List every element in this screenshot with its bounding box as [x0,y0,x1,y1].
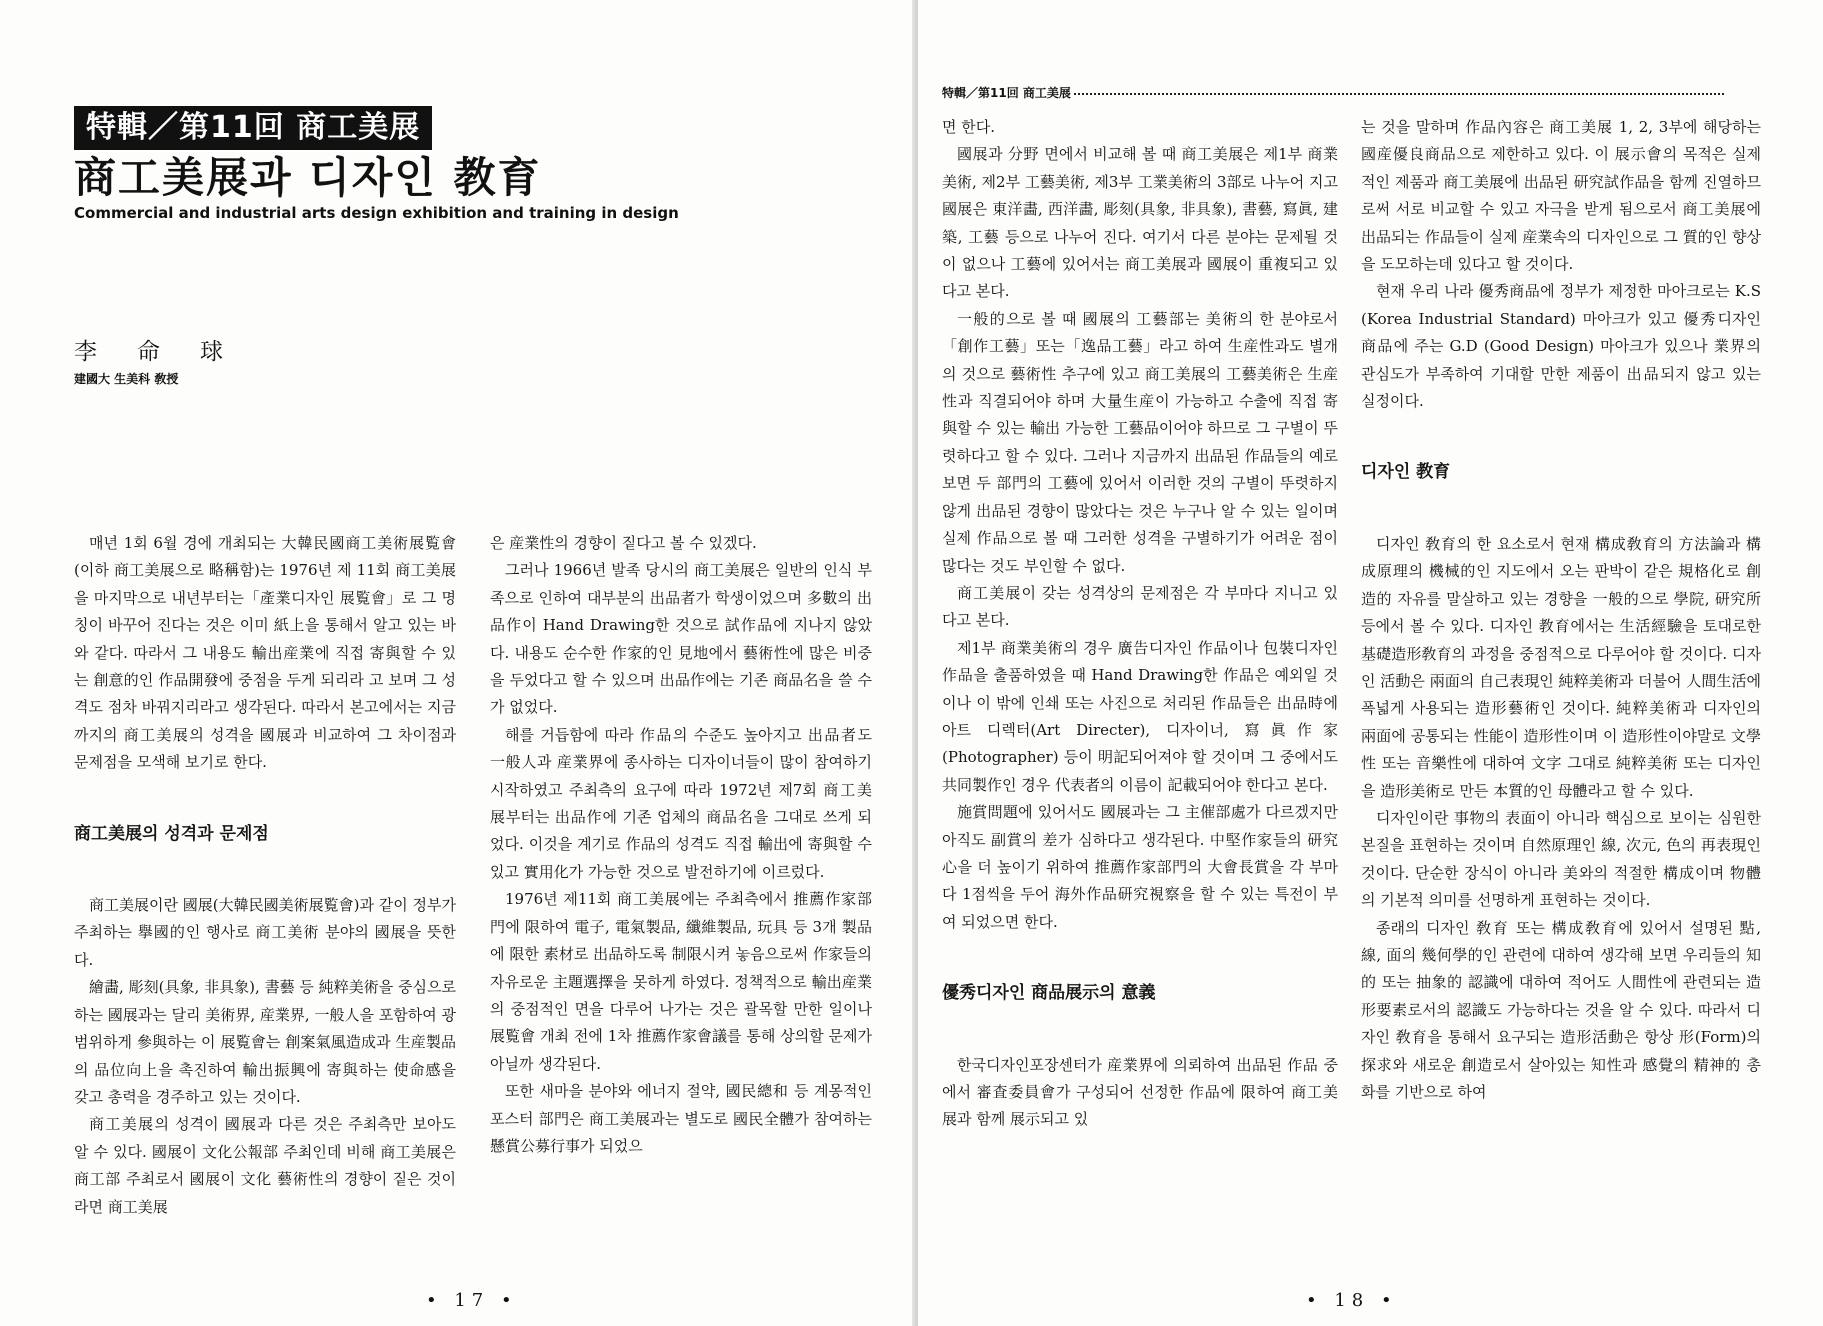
paragraph: 매년 1회 6월 경에 개최되는 大韓民國商工美術展覧會(이하 商工美展으로 略稱함)는 1976년 제 11회 商工美展을 마지막으로 내년부터는「產業디자인 展覧會」로 그 명칭이 바꾸어 진다는 것은 이미 紙上을 통해서 알고 있는 바와 같다. 따라서 그 내용도 輸出産業에 직접 寄與할 수 있는 創意的인 作品開發에 중점을 두게 되리라 고 보며 그 성격도 점차 바꿔지리라고 생각된다. 따라서 본고에서는 지금까지의 商工美展의 성격을 國展과 비교하여 그 차이점과 문제점을 모색해 보기로 한다. [74,534,456,772]
spacer [942,936,1338,980]
paragraph: 商工美展이 갖는 성격상의 문제점은 각 부마다 지니고 있다고 본다. [942,583,1338,630]
paragraph: 國展과 分野 면에서 비교해 볼 때 商工美展은 제1부 商業美術, 제2부 工藝美術, 제3부 工業美術의 3部로 나누어 지고 國展은 東洋畵, 西洋畵, 彫刻(具象, 非具象), 書藝, 寫眞, 建築, 工藝 등으로 나누어 진다. 여기서 다른 분야는 문제될 것이 없으나 工藝에 있어서는 商工美展과 國展이 重複되고 있다고 본다. [942,145,1338,301]
paragraph: 繪畵, 彫刻(具象, 非具象), 書藝 등 純粹美術을 중심으로 하는 國展과는 달리 美術界, 産業界, 一般人을 포함하여 광범위하게 參與하는 이 展覧會는 創案氣風造成과 生産製品의 品位向上을 촉진하여 輸出振興에 寄與하는 使命感을 갖고 총력을 경주하고 있는 것이다. [74,978,456,1106]
paragraph: 그러나 1966년 발족 당시의 商工美展은 일반의 인식 부족으로 인하여 대부분의 出品者가 학생이었으며 多數의 出品作이 Hand Drawing한 것으로 試作品에 지나지 않았다. 내용도 순수한 作家的인 見地에서 藝術性에 많은 비중을 두었다고 할 수 있으며 出品作에는 기존 商品名을 쓸 수가 없었다. [490,561,872,717]
spacer [74,848,456,892]
right-column-2 [1361,114,1761,1106]
spacer [1361,487,1761,531]
paragraph: 一般的으로 볼 때 國展의 工藝部는 美術의 한 분야로서「創作工藝」또는「逸品工藝」라고 하여 生産性과도 별개의 것으로 藝術性 추구에 있고 商工美展의 工藝美術은 生産性과 직결되어야 하며 大量生産이 가능하고 수출에 직접 寄與할 수 있는 輸出 가능한 工藝品이어야 하므로 그 구별이 뚜렷하다고 할 수 있다. 그러나 지금까지 出品된 作品들의 예로 보면 두 部門의 工藝에 있어서 이러한 것의 구별이 뚜렷하지 않게 出品된 경향이 많았다는 것은 누구나 알 수 있는 일이며 실제 作品으로 볼 때 그러한 성격을 구별하기가 어려운 점이 많다는 것도 부인할 수 없다. [942,309,1338,575]
running-head-text: 特輯／第11回 商工美展 [942,86,1071,100]
feature-banner: 特輯／第11回 商工美展 [74,106,432,150]
running-head [942,84,1762,102]
right-page [918,0,1823,1326]
section-heading: 優秀디자인 商品展示의 意義 [942,983,1156,1004]
author-name: 李命球 [74,339,263,365]
paragraph: 디자인 敎育의 한 요소로서 현재 構成敎育의 方法論과 構成原理의 機械的인 지도에서 오는 판박이 같은 規格化로 創造的 자유를 말살하고 있는 경향을 一般的으로 學院, 研究所 등에서 볼 수 있다. 디자인 教育에서는 生活經驗을 토대로한 基礎造形敎育의 과정을 중점적으로 다루어야 할 것이다. 디자인 活動은 兩面의 自己表現인 純粹美術과 더불어 人間生活에 폭넓게 사용되는 造形藝術인 것이다. 純粹美術과 디자인의 兩面에 공통되는 性能이 造形性이며 이 造形性이야말로 文學性 또는 音樂性에 대하여 文字 그대로 純粹美術 또는 디자인을 造形美術로 만든 本質的인 母體라고 할 수 있다. [1361,534,1761,800]
article-subtitle: Commercial and industrial arts design exhibition and training in design [74,204,679,222]
page-number-right: • 18 • [1306,1290,1398,1311]
paragraph: 현재 우리 나라 優秀商品에 정부가 제정한 마아크로는 K.S (Korea Industrial Standard) 마아크가 있고 優秀디자인 商品에 주는 G.D (Good Design) 마아크가 있으나 業界의 관심도가 부족하여 기대할 만한 제품이 出品되지 않고 있는 실정이다. [1361,282,1761,411]
paragraph: 또한 새마을 분야와 에너지 절약, 國民總和 등 계몽적인 포스터 部門은 商工美展과는 별도로 國民全體가 참여하는 懸賞公募行事가 되었으 [490,1082,872,1155]
right-column-1 [942,114,1338,1134]
article-title: 商工美展과 디자인 教育 [74,153,542,202]
spacer [1361,415,1761,459]
paragraph: 제1부 商業美術의 경우 廣告디자인 作品이나 包裝디자인 作品을 출품하였을 때 Hand Drawing한 作品은 예외일 것이나 이 밖에 인쇄 또는 사진으로 처리된 作品들은 出品時에 아트 디렉터(Art Directer), 디자이너, 寫眞作家(Photographer) 등이 明記되어져야 할 것이며 그 중에서도 共同製作인 경우 代表者의 이름이 記載되어야 한다고 본다. [942,638,1338,794]
spacer [74,777,456,821]
paragraph: 종래의 디자인 敎育 또는 構成敎育에 있어서 설명된 點, 線, 面의 幾何學的인 관련에 대하여 생각해 보면 우리들의 知的 또는 抽象的 認識에 대하여 적어도 人間性에 관련되는 造形要素로서의 認識도 가능하다는 것을 알 수 있다. 따라서 디자인 敎育을 통해서 요구되는 造形活動은 항상 形(Form)의 探求와 새로운 創造로서 살아있는 知性과 感覺의 精神的 총화를 기반으로 하여 [1361,918,1761,1101]
paragraph: 1976년 제11회 商工美展에는 주최측에서 推薦作家部門에 限하여 電子, 電氣製品, 纖維製品, 玩具 등 3개 製品에 限한 素材로 出品하도록 制限시켜 놓음으로써 作家들의 자유로운 主題選擇을 못하게 하였다. 정책적으로 輸出産業의 중점적인 면을 다루어 나가는 것은 괄목할 만한 일이나 展覧會 개최 전에 1차 推薦作家會議를 통해 상의할 문제가 아닐까 생각된다. [490,890,872,1073]
paragraph: 해를 거듭함에 따라 作品의 수준도 높아지고 出品者도 一般人과 産業界에 종사하는 디자이너들이 많이 참여하기 시작하였고 주최측의 요구에 따라 1972년 제7회 商工美展부터는 出品作에 기존 업체의 商品名을 그대로 쓰게 되었다. 이것을 계기로 作品의 성격도 직접 輸出에 寄與할 수 있고 實用化가 가능한 것으로 발전하기에 이르렀다. [490,725,872,881]
author-affiliation: 建國大 生美科 敎授 [74,372,179,386]
paragraph: 는 것을 말하며 作品內容은 商工美展 1, 2, 3부에 해당하는 國産優良商品으로 제한하고 있다. 이 展示會의 목적은 실제적인 제품과 商工美展에 出品된 研究試作品을 함께 진열하므로써 서로 비교할 수 있고 자극을 받게 됨으로서 商工美展에 出品되는 作品들이 실제 産業속의 디자인으로 그 質的인 향상을 도모하는데 있다고 할 것이다. [1361,118,1761,274]
paragraph: 施賞問題에 있어서도 國展과는 그 主催部處가 다르겠지만 아직도 副賞의 差가 심하다고 생각된다. 中堅作家들의 研究心을 더 높이기 위하여 推薦作家部門의 大會長賞을 각 부마다 1점씩을 두어 海外作品研究視察을 할 수 있는 특전이 부여 되었으면 한다. [942,803,1338,931]
paragraph: 한국디자인포장센터가 産業界에 의뢰하여 出品된 作品 중에서 審査委員會가 구성되어 선정한 作品에 限하여 商工美展과 함께 展示되고 있 [942,1055,1338,1129]
section-heading: 디자인 教育 [1361,462,1451,483]
section-heading: 商工美展의 성격과 문제점 [74,823,269,844]
paragraph: 商工美展의 성격이 國展과 다른 것은 주최측만 보아도 알 수 있다. 國展이 文化公報部 주최인데 비해 商工美展은 商工部 주최로서 國展이 文化 藝術性의 경향이 짙은 것이라면 商工美展 [74,1115,456,1216]
paragraph: 면 한다. [942,118,996,136]
paragraph: 디자인이란 事物의 表面이 아니라 핵심으로 보이는 심원한 본질을 표현하는 것이며 自然原理인 線, 次元, 色의 再表現인 것이다. 단순한 장식이 아니라 美와의 적절한 構成이며 物體의 기본적 의미를 선명하게 표현하는 것이다. [1361,808,1761,910]
left-column-1 [74,530,456,1221]
left-column-2 [490,530,872,1160]
running-head-rule [1074,93,1724,95]
paragraph: 은 産業性의 경향이 짙다고 볼 수 있겠다. [490,534,757,552]
spacer [942,1008,1338,1052]
page-number-left: • 17 • [426,1290,518,1311]
paragraph: 商工美展이란 國展(大韓民國美術展覧會)과 같이 정부가 주최하는 擧國的인 행사로 商工美術 분야의 國展을 뜻한다. [74,896,456,969]
